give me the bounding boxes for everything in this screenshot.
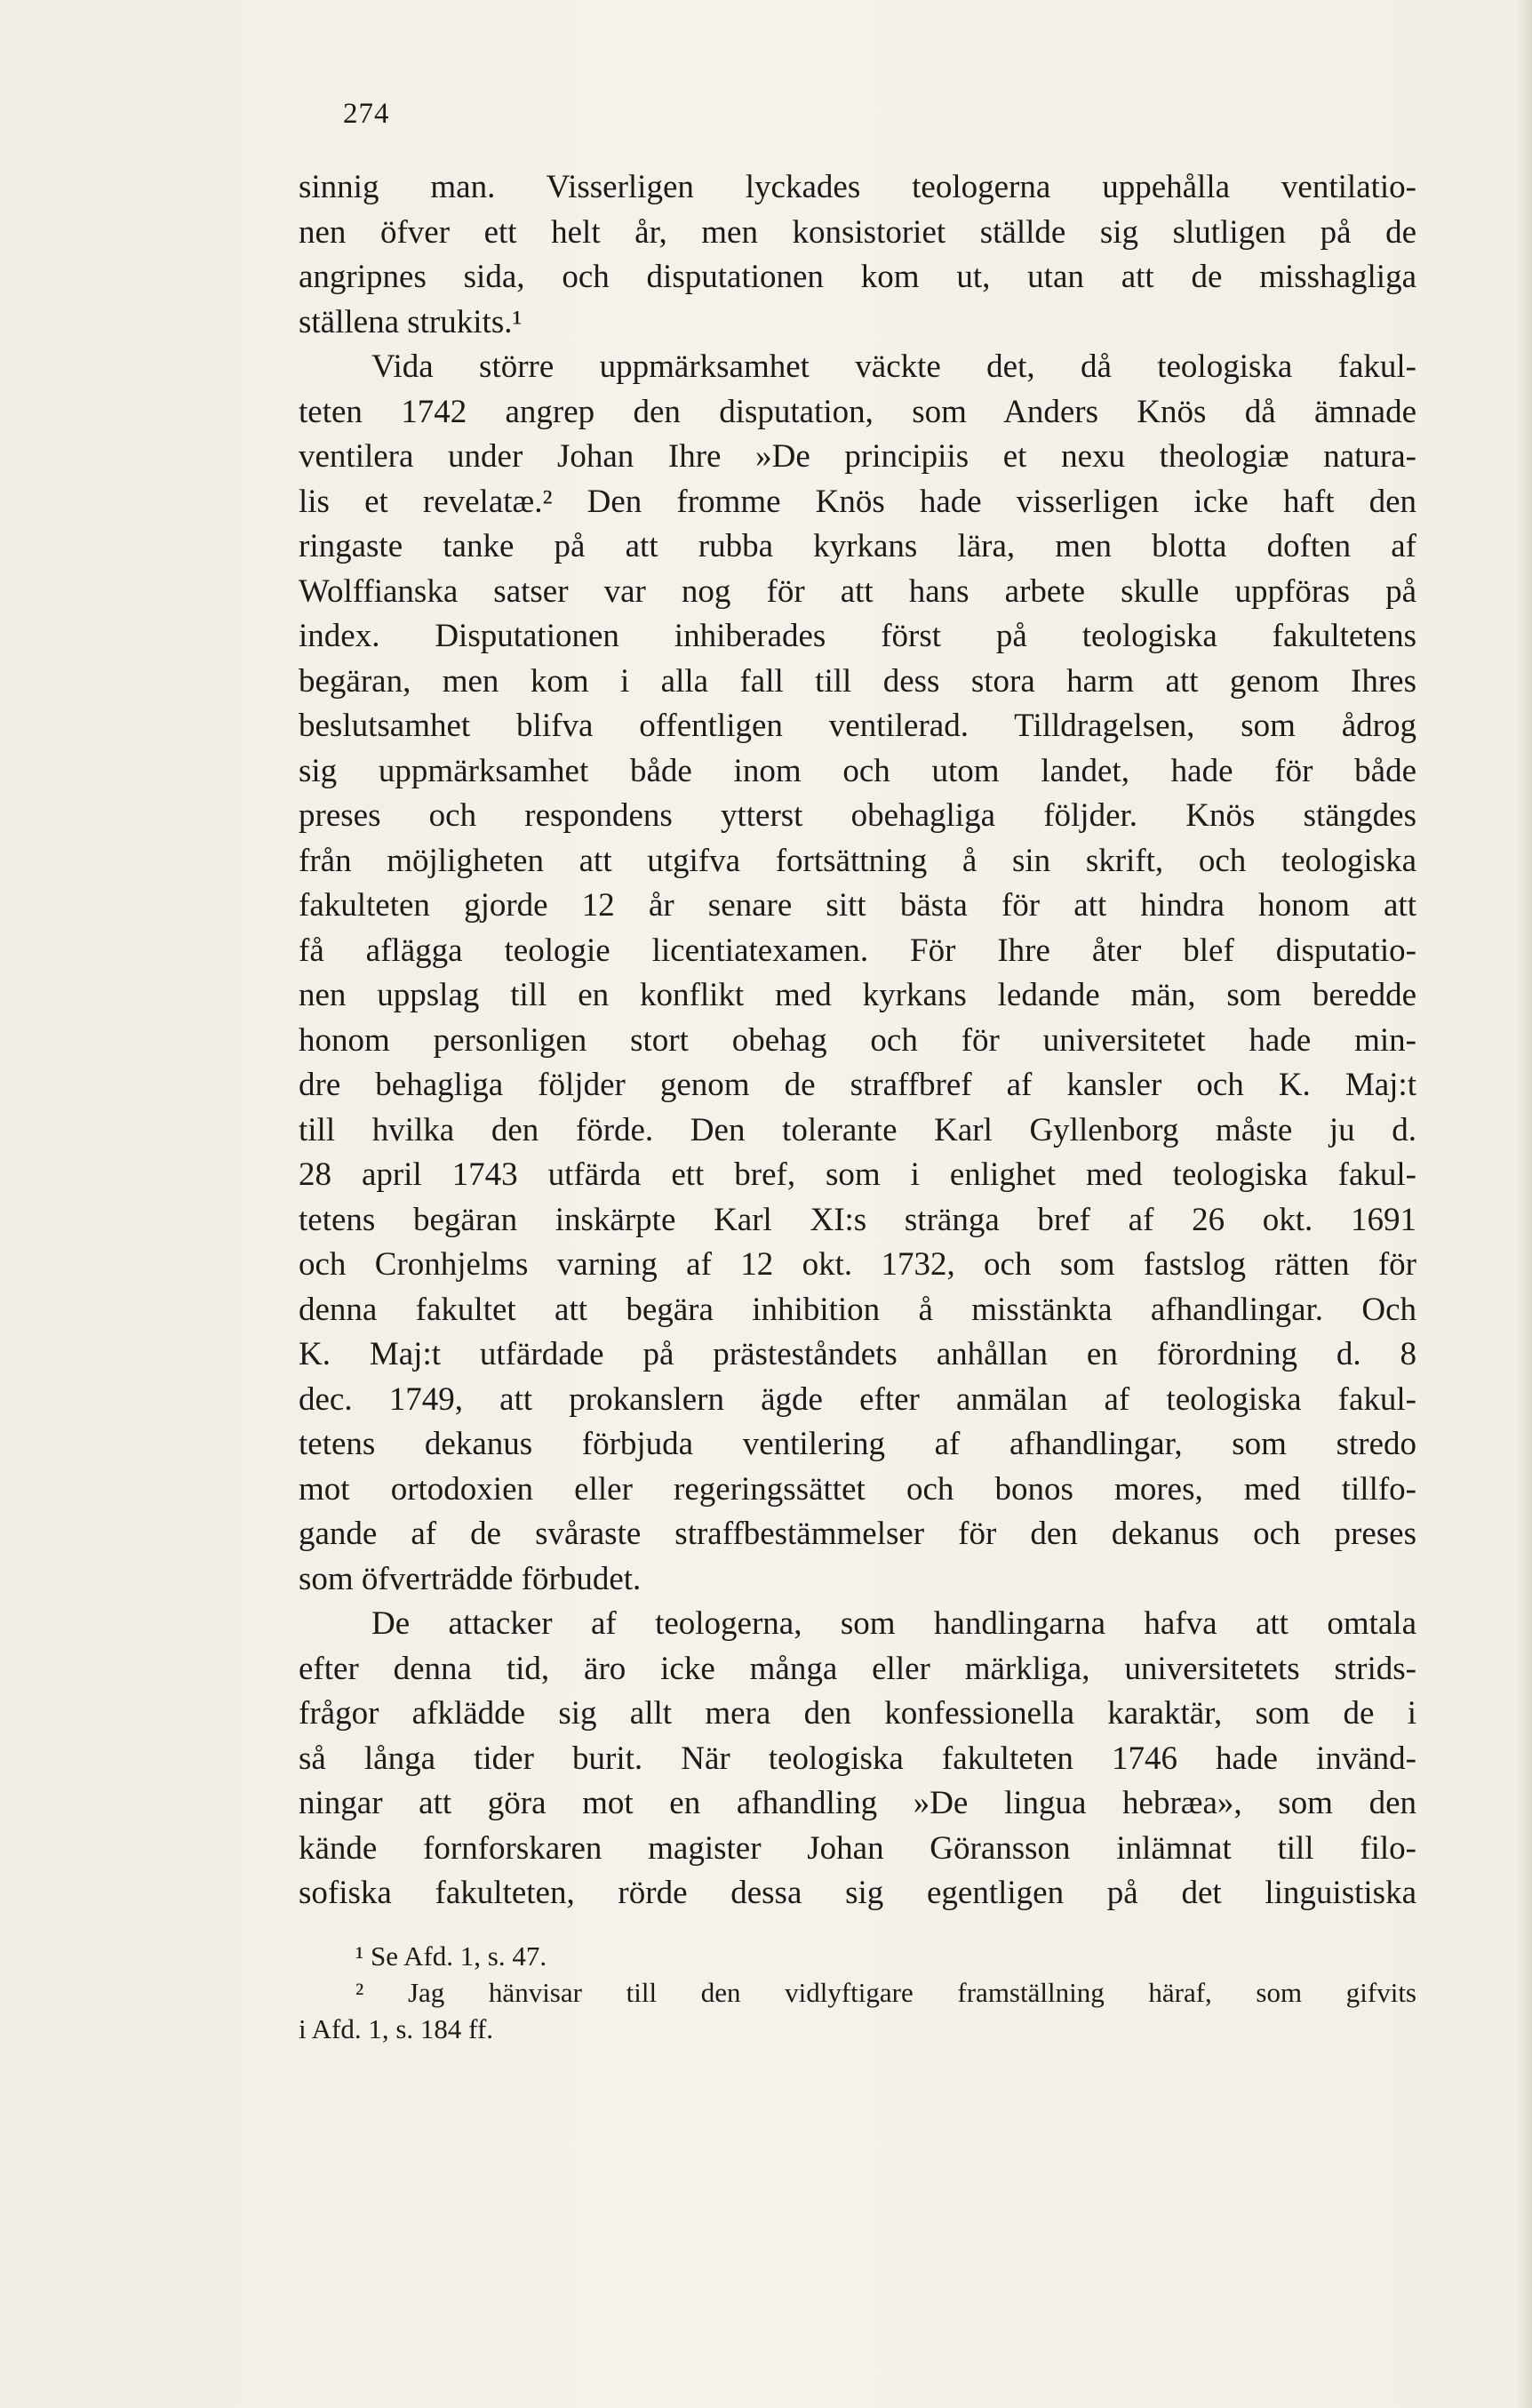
footnote-line: ² Jag hänvisar till den vidlyftigare framställning häraf, som gifvits (355, 1977, 1416, 2008)
text-line: beslutsamhet blifva offentligen ventilerad. Tilldragelsen, som ådrog (299, 708, 1416, 744)
text-line: teten 1742 angrep den disputation, som Anders Knös då ämnade (299, 393, 1416, 430)
text-line: nen öfver ett helt år, men konsistoriet ställde sig slutligen på de (299, 213, 1416, 251)
text-line: ringaste tanke på att rubba kyrkans lära, men blotta doften af (299, 528, 1416, 564)
text-line: De attacker af teologerna, som handlingarna hafva att omtala (371, 1605, 1416, 1642)
text-line: 28 april 1743 utfärda ett bref, som i enlighet med teologiska fakul- (299, 1156, 1416, 1193)
text-line: ningar att göra mot en afhandling »De lingua hebræa», som den (299, 1785, 1416, 1821)
text-line: tetens begäran inskärpte Karl XI:s stränga bref af 26 okt. 1691 (299, 1201, 1416, 1238)
text-line: denna fakultet att begära inhibition å misstänkta afhandlingar. Och (299, 1291, 1416, 1328)
text-line: fakulteten gjorde 12 år senare sitt bästa för att hindra honom att (299, 887, 1416, 924)
text-line: som öfverträdde förbudet. (299, 1560, 642, 1597)
text-line: från möjligheten att utgifva fortsättning å sin skrift, och teologiska (299, 842, 1416, 879)
text-line: honom personligen stort obehag och för universitetet hade min- (299, 1021, 1416, 1059)
page-edge-shadow (1516, 0, 1532, 2408)
text-line: dec. 1749, att prokanslern ägde efter anmälan af teologiska fakul- (299, 1380, 1416, 1418)
text-line: dre behagliga följder genom de straffbref af kansler och K. Maj:t (299, 1067, 1416, 1103)
footnote-line: ¹ Se Afd. 1, s. 47. (355, 1940, 547, 1972)
text-line: sinnig man. Visserligen lyckades teologerna uppehålla ventilatio- (299, 169, 1416, 205)
text-line: efter denna tid, äro icke många eller märkliga, universitetets strids- (299, 1650, 1416, 1687)
text-line: till hvilka den förde. Den tolerante Karl Gyllenborg måste ju d. (299, 1111, 1416, 1148)
text-line: gande af de svåraste straffbestämmelser för den dekanus och preses (299, 1516, 1416, 1552)
footnote-line: i Afd. 1, s. 184 ff. (299, 2013, 494, 2044)
text-line: kände fornforskaren magister Johan Göransson inlämnat till filo- (299, 1829, 1416, 1867)
text-line: ventilera under Johan Ihre »De principiis et nexu theologiæ natura- (299, 438, 1416, 475)
text-line: sofiska fakulteten, rörde dessa sig egentligen på det linguistiska (299, 1875, 1416, 1911)
page-number: 274 (343, 98, 390, 130)
text-line: och Cronhjelms varning af 12 okt. 1732, och som fastslog rätten för (299, 1246, 1416, 1283)
text-line: få aflägga teologie licentiatexamen. För Ihre åter blef disputatio- (299, 932, 1416, 969)
text-line: nen uppslag till en konflikt med kyrkans ledande män, som beredde (299, 977, 1416, 1013)
text-line: begäran, men kom i alla fall till dess stora harm att genom Ihres (299, 662, 1416, 700)
text-line: mot ortodoxien eller regeringssättet och bonos mores, med tillfo- (299, 1470, 1416, 1508)
text-line: angripnes sida, och disputationen kom ut, utan att de misshagliga (299, 259, 1416, 295)
text-line: lis et revelatæ.² Den fromme Knös hade visserligen icke haft den (299, 483, 1416, 520)
text-line: ställena strukits.¹ (299, 303, 523, 340)
footnotes (299, 1938, 1416, 2047)
text-line: tetens dekanus förbjuda ventilering af afhandlingar, som stredo (299, 1426, 1416, 1462)
text-line: frågor afklädde sig allt mera den konfessionella karaktär, som de i (299, 1695, 1416, 1732)
text-line: Vida större uppmärksamhet väckte det, då teologiska fakul- (371, 348, 1416, 385)
text-line: Wolffianska satser var nog för att hans arbete skulle uppföras på (299, 572, 1416, 610)
text-line: index. Disputationen inhiberades först på teologiska fakultetens (299, 618, 1416, 654)
text-line: preses och respondens ytterst obehagliga följder. Knös stängdes (299, 797, 1416, 834)
body-text (299, 165, 1416, 1916)
text-line: sig uppmärksamhet både inom och utom landet, hade för både (299, 752, 1416, 789)
text-line: så långa tider burit. När teologiska fakulteten 1746 hade invänd- (299, 1740, 1416, 1777)
text-line: K. Maj:t utfärdade på prästeståndets anhållan en förordning d. 8 (299, 1336, 1416, 1372)
